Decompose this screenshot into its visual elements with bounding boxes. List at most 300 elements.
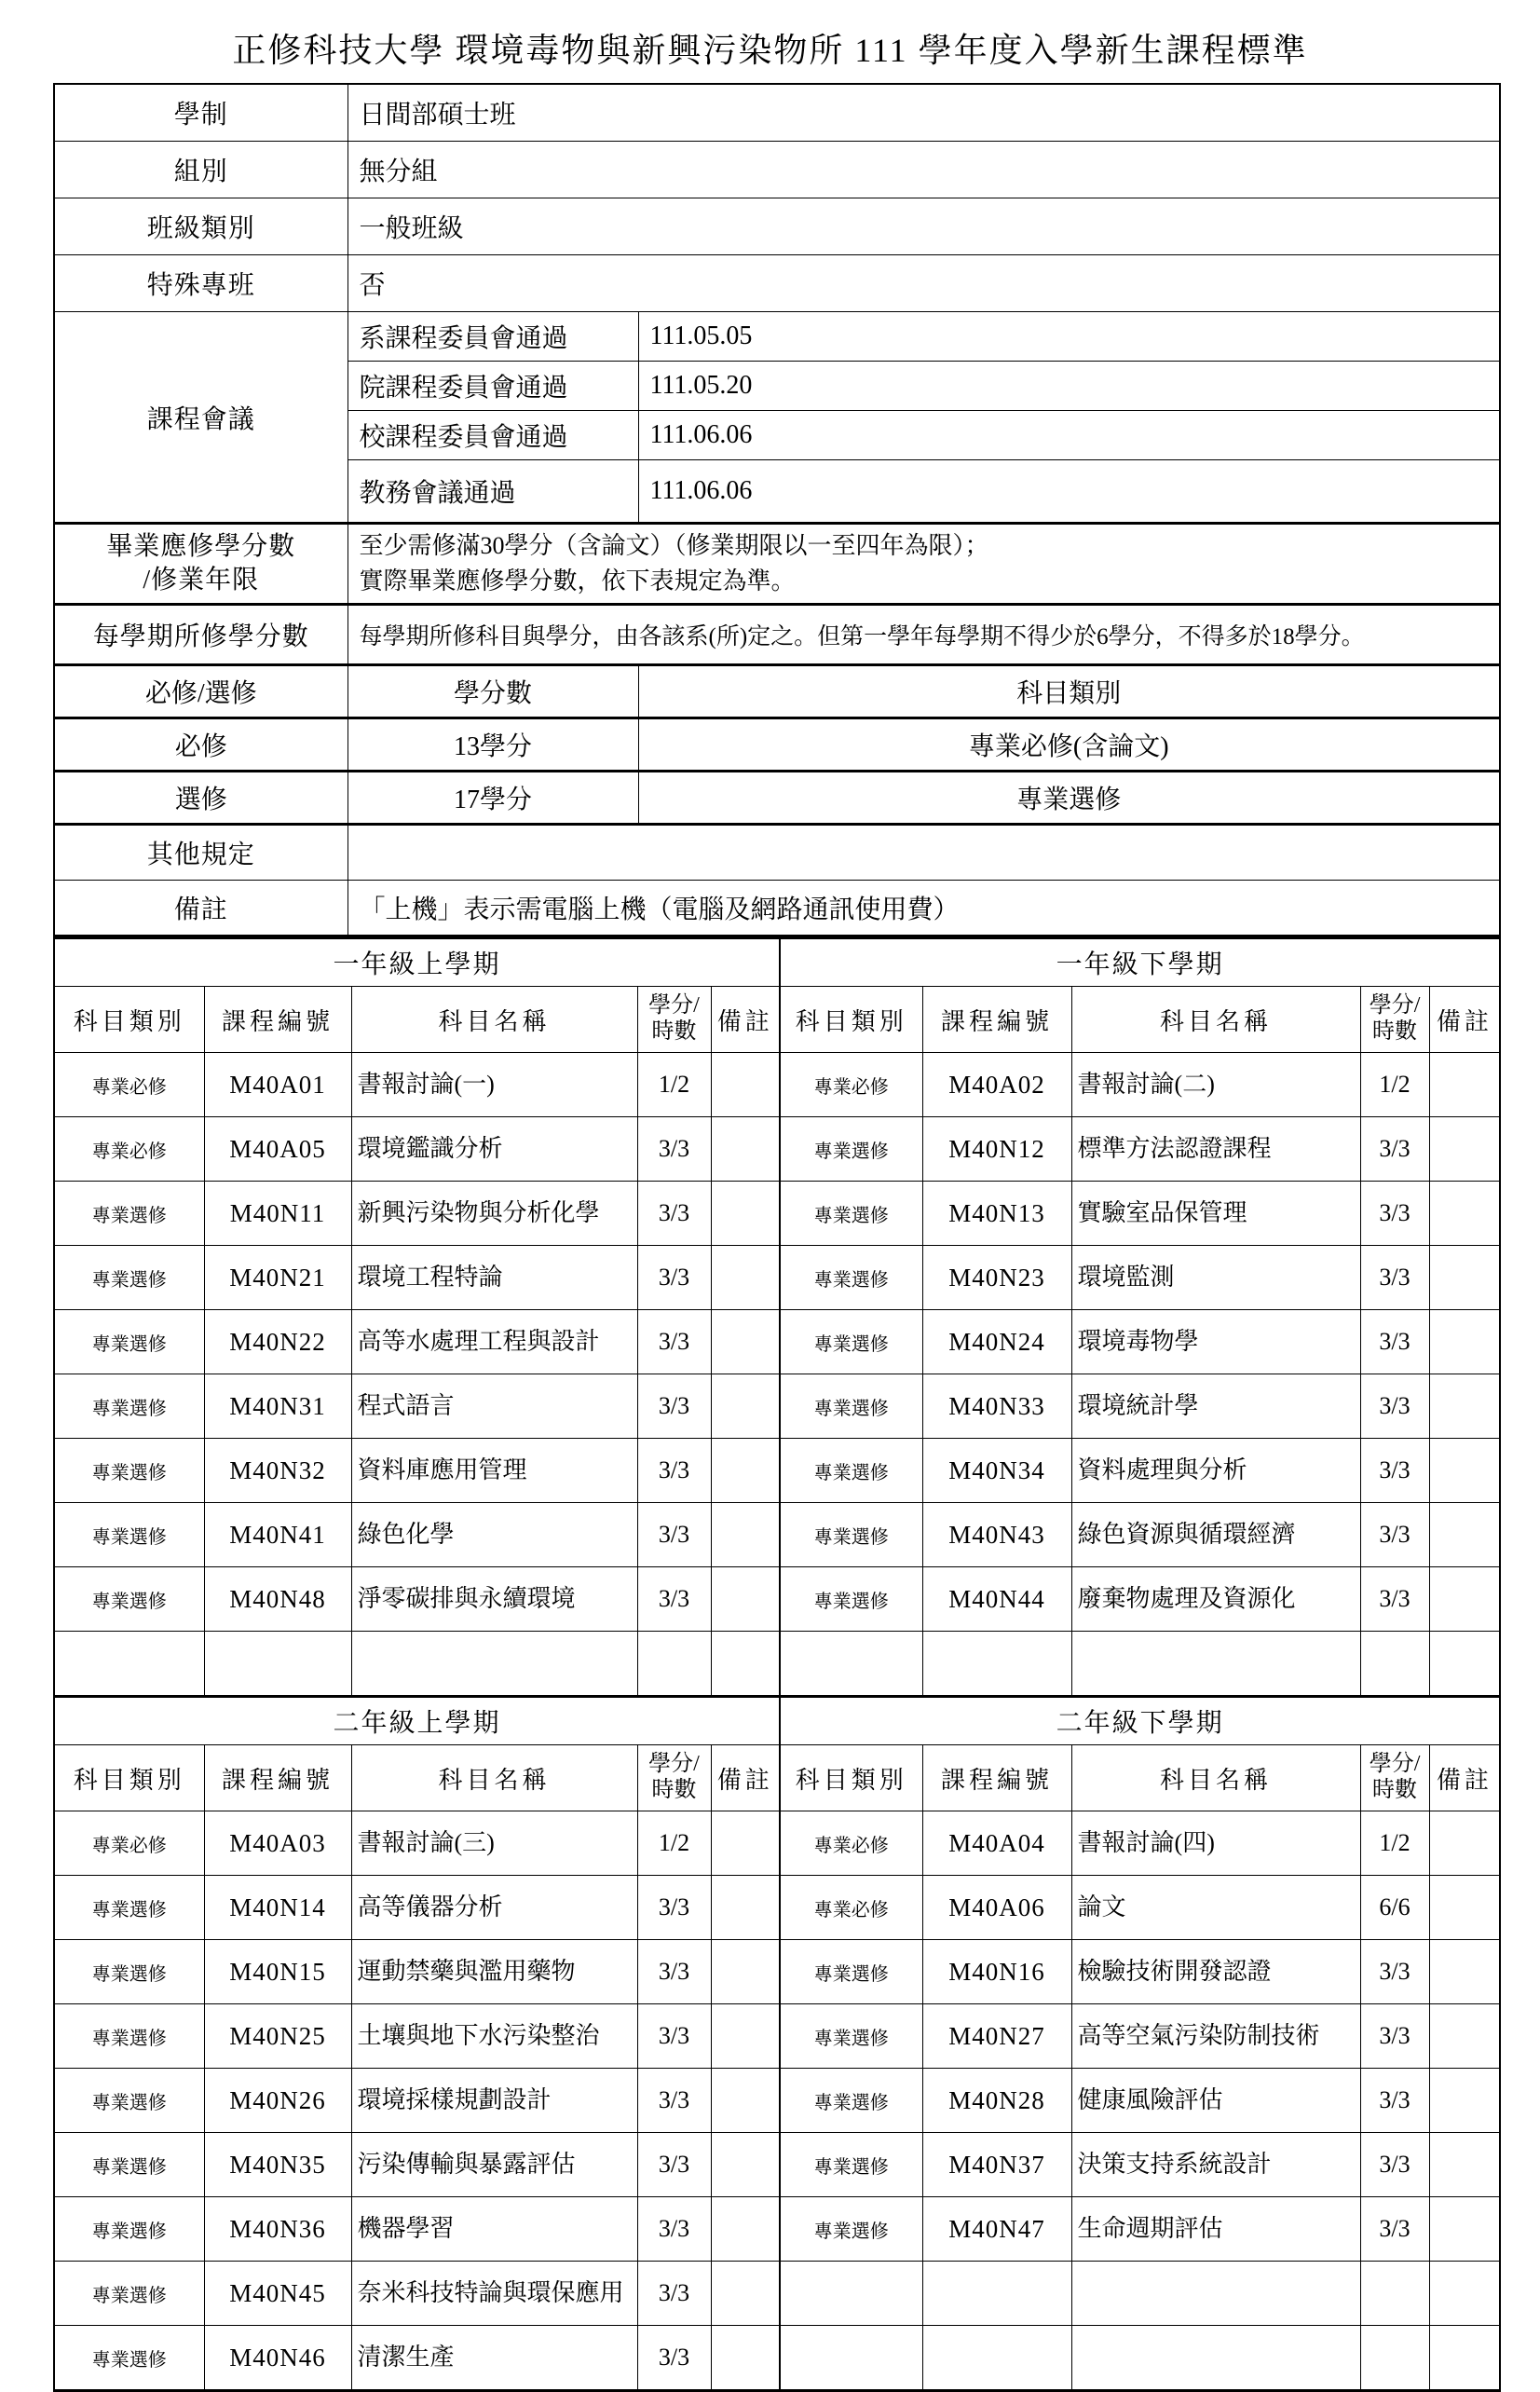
course-name [1071, 1632, 1360, 1697]
course-code: M40N34 [922, 1439, 1071, 1503]
course-row [54, 1632, 1500, 1697]
course-code: M40A03 [204, 1811, 351, 1876]
course-code: M40N46 [204, 2326, 351, 2391]
required-label: 必修 [54, 718, 348, 772]
row-other-rules [54, 825, 1500, 881]
course-row [54, 1876, 1500, 1940]
header-course-name: 科目名稱 [1071, 987, 1360, 1053]
course-note [711, 1632, 780, 1697]
year2-fall-title: 二年級上學期 [54, 1697, 780, 1745]
course-note [711, 1811, 780, 1876]
page-title: 正修科技大學 環境毒物與新興污染物所 111 學年度入學新生課程標準 [232, 32, 1308, 69]
header-credit-hours [637, 987, 711, 1053]
course-credit-hours: 3/3 [1360, 2069, 1429, 2133]
course-category [780, 2262, 922, 2326]
year2-column-headers [54, 1745, 1500, 1811]
course-note [1429, 2133, 1500, 2197]
course-name: 新興污染物與分析化學 [351, 1182, 637, 1246]
course-credit-hours: 3/3 [637, 2133, 711, 2197]
course-name: 程式語言 [351, 1374, 637, 1439]
course-credit-hours: 3/3 [637, 1310, 711, 1374]
header-credit-line2: 時數 [1372, 1778, 1418, 1802]
course-code: M40A02 [922, 1053, 1071, 1117]
course-credit-hours: 3/3 [1360, 1374, 1429, 1439]
elective-type: 專業選修 [638, 772, 1500, 825]
year1-fall-title: 一年級上學期 [54, 938, 780, 987]
course-note [711, 1310, 780, 1374]
course-category [54, 1632, 204, 1697]
row-per-term-credits [54, 605, 1500, 665]
course-code: M40A05 [204, 1117, 351, 1182]
course-code: M40A06 [922, 1876, 1071, 1940]
course-code: M40N44 [922, 1567, 1071, 1632]
course-code: M40N32 [204, 1439, 351, 1503]
course-category: 專業選修 [780, 1374, 922, 1439]
header-credit-line1: 學分/ [648, 1752, 700, 1777]
course-name: 環境監測 [1071, 1246, 1360, 1310]
course-note [1429, 2326, 1500, 2391]
course-name: 土壤與地下水污染整治 [351, 2004, 637, 2069]
course-row [54, 2197, 1500, 2262]
graduation-credits-value-line1: 至少需修滿30學分（含論文）（修業期限以一至四年為限）； [359, 532, 989, 560]
header-course-name: 科目名稱 [1071, 1745, 1360, 1811]
course-code: M40N23 [922, 1246, 1071, 1310]
row-required-elective-header [54, 665, 1500, 718]
course-note [1429, 1503, 1500, 1567]
course-note [1429, 1053, 1500, 1117]
course-name: 環境工程特論 [351, 1246, 637, 1310]
course-category: 專業選修 [54, 2326, 204, 2391]
school-system-label: 學制 [54, 84, 348, 142]
course-code [922, 2262, 1071, 2326]
course-category: 專業選修 [54, 1876, 204, 1940]
row-group [54, 142, 1500, 198]
remark-label: 備註 [54, 881, 348, 936]
course-category: 專業選修 [54, 2069, 204, 2133]
header-credit-line1: 學分/ [1369, 1752, 1421, 1777]
course-note [1429, 1182, 1500, 1246]
course-note [711, 1940, 780, 2004]
course-credit-hours: 3/3 [1360, 1117, 1429, 1182]
course-category: 專業選修 [780, 2133, 922, 2197]
course-code: M40N12 [922, 1117, 1071, 1182]
course-note [1429, 1811, 1500, 1876]
course-name: 高等儀器分析 [351, 1876, 637, 1940]
course-credit-hours: 3/3 [637, 1503, 711, 1567]
year1-column-headers [54, 987, 1500, 1053]
course-code: M40N25 [204, 2004, 351, 2069]
course-name: 高等空氣污染防制技術 [1071, 2004, 1360, 2069]
graduation-credits-value-line2: 實際畢業應修學分數，依下表規定為準。 [359, 567, 796, 595]
course-row [54, 1940, 1500, 2004]
header-credit-hours [1360, 1745, 1429, 1811]
course-credit-hours: 3/3 [637, 1117, 711, 1182]
course-credit-hours: 1/2 [1360, 1053, 1429, 1117]
course-category: 專業選修 [780, 2004, 922, 2069]
row-school-system [54, 84, 1500, 142]
header-course-name: 科目名稱 [351, 987, 637, 1053]
course-credit-hours: 3/3 [637, 2197, 711, 2262]
header-course-code: 課程編號 [204, 1745, 351, 1811]
year2-spring-title: 二年級下學期 [780, 1697, 1500, 1745]
header-course-name: 科目名稱 [351, 1745, 637, 1811]
course-credit-hours: 3/3 [637, 1567, 711, 1632]
header-credit-line2: 時數 [651, 1778, 697, 1802]
course-name: 實驗室品保管理 [1071, 1182, 1360, 1246]
course-note [1429, 2197, 1500, 2262]
course-code: M40N47 [922, 2197, 1071, 2262]
course-code: M40N21 [204, 1246, 351, 1310]
course-name: 綠色化學 [351, 1503, 637, 1567]
course-name: 資料處理與分析 [1071, 1439, 1360, 1503]
course-name: 標準方法認證課程 [1071, 1117, 1360, 1182]
course-note [1429, 2262, 1500, 2326]
year1-spring-title: 一年級下學期 [780, 938, 1500, 987]
course-row [54, 2262, 1500, 2326]
header-category: 科目類別 [54, 987, 204, 1053]
row-special-program [54, 255, 1500, 312]
course-credit-hours: 3/3 [1360, 1940, 1429, 2004]
course-name: 污染傳輸與暴露評估 [351, 2133, 637, 2197]
course-category: 專業選修 [780, 1567, 922, 1632]
course-note [1429, 1310, 1500, 1374]
header-credit-line2: 時數 [1372, 1019, 1418, 1044]
header-category: 科目類別 [780, 987, 922, 1053]
course-name [1071, 2326, 1360, 2391]
meeting-university-name: 校課程委員會通過 [348, 411, 638, 460]
course-credit-hours: 6/6 [1360, 1876, 1429, 1940]
course-name: 環境統計學 [1071, 1374, 1360, 1439]
course-name: 論文 [1071, 1876, 1360, 1940]
info-table [53, 83, 1501, 936]
course-credit-hours: 3/3 [637, 1374, 711, 1439]
course-name: 清潔生產 [351, 2326, 637, 2391]
course-table [53, 936, 1501, 2392]
course-row [54, 2326, 1500, 2391]
course-note [711, 1876, 780, 1940]
group-label: 組別 [54, 142, 348, 198]
course-credit-hours: 3/3 [1360, 1310, 1429, 1374]
course-category: 專業選修 [54, 1567, 204, 1632]
group-value: 無分組 [348, 142, 1500, 198]
row-meeting-dept [54, 312, 1500, 362]
header-note: 備註 [711, 1745, 780, 1811]
meeting-college-name: 院課程委員會通過 [348, 362, 638, 411]
course-row [54, 1053, 1500, 1117]
course-note [711, 1246, 780, 1310]
row-graduation-credits [54, 524, 1500, 605]
course-code: M40N24 [922, 1310, 1071, 1374]
course-credit-hours: 3/3 [1360, 1182, 1429, 1246]
course-code: M40N31 [204, 1374, 351, 1439]
course-name: 綠色資源與循環經濟 [1071, 1503, 1360, 1567]
special-program-label: 特殊專班 [54, 255, 348, 312]
course-credit-hours [1360, 1632, 1429, 1697]
header-course-code: 課程編號 [922, 987, 1071, 1053]
subject-type-header: 科目類別 [638, 665, 1500, 718]
course-code [922, 1632, 1071, 1697]
per-term-credits-label: 每學期所修學分數 [54, 605, 348, 665]
header-category: 科目類別 [780, 1745, 922, 1811]
school-system-value: 日間部碩士班 [348, 84, 1500, 142]
course-row [54, 2133, 1500, 2197]
header-credit-hours [637, 1745, 711, 1811]
header-note: 備註 [711, 987, 780, 1053]
course-credit-hours: 3/3 [637, 1940, 711, 2004]
course-credit-hours: 3/3 [1360, 1567, 1429, 1632]
course-category: 專業選修 [54, 1503, 204, 1567]
course-code: M40N14 [204, 1876, 351, 1940]
course-name: 書報討論(三) [351, 1811, 637, 1876]
course-note [1429, 2004, 1500, 2069]
course-code: M40N41 [204, 1503, 351, 1567]
course-row [54, 1439, 1500, 1503]
graduation-credits-label-line1: 畢業應修學分數 [106, 531, 296, 561]
course-credit-hours: 3/3 [637, 1246, 711, 1310]
course-note [711, 2326, 780, 2391]
course-code: M40N36 [204, 2197, 351, 2262]
course-category: 專業選修 [54, 1246, 204, 1310]
meeting-university-date: 111.06.06 [638, 411, 1500, 460]
course-credit-hours: 3/3 [1360, 2133, 1429, 2197]
course-credit-hours: 3/3 [1360, 2004, 1429, 2069]
course-credit-hours: 3/3 [637, 1876, 711, 1940]
course-credit-hours [1360, 2262, 1429, 2326]
course-code: M40N16 [922, 1940, 1071, 2004]
other-rules-value [348, 825, 1500, 881]
course-name [351, 1632, 637, 1697]
row-remark [54, 881, 1500, 936]
course-row [54, 1567, 1500, 1632]
year2-semester-titles [54, 1697, 1500, 1745]
course-category: 專業選修 [54, 1940, 204, 2004]
course-name: 淨零碳排與永續環境 [351, 1567, 637, 1632]
graduation-credits-value [348, 524, 1500, 605]
course-note [711, 2004, 780, 2069]
course-category: 專業選修 [780, 2197, 922, 2262]
course-note [1429, 1439, 1500, 1503]
meeting-college-date: 111.05.20 [638, 362, 1500, 411]
course-note [711, 2069, 780, 2133]
course-code: M40N28 [922, 2069, 1071, 2133]
special-program-value: 否 [348, 255, 1500, 312]
course-category: 專業必修 [54, 1053, 204, 1117]
course-name: 奈米科技特論與環保應用 [351, 2262, 637, 2326]
header-note: 備註 [1429, 1745, 1500, 1811]
header-course-code: 課程編號 [204, 987, 351, 1053]
course-name: 廢棄物處理及資源化 [1071, 1567, 1360, 1632]
course-code: M40N33 [922, 1374, 1071, 1439]
course-note [1429, 2069, 1500, 2133]
course-row [54, 2004, 1500, 2069]
course-credit-hours: 3/3 [637, 1182, 711, 1246]
course-note [711, 1182, 780, 1246]
course-code: M40N11 [204, 1182, 351, 1246]
course-row [54, 1503, 1500, 1567]
course-code [922, 2326, 1071, 2391]
course-category: 專業選修 [780, 1182, 922, 1246]
course-category: 專業選修 [54, 1439, 204, 1503]
course-code: M40A01 [204, 1053, 351, 1117]
required-credits: 13學分 [348, 718, 638, 772]
course-category: 專業必修 [780, 1876, 922, 1940]
course-credit-hours: 3/3 [1360, 1439, 1429, 1503]
course-name: 書報討論(四) [1071, 1811, 1360, 1876]
class-type-label: 班級類別 [54, 198, 348, 255]
remark-value: 「上機」表示需電腦上機（電腦及網路通訊使用費） [348, 881, 1500, 936]
course-credit-hours: 3/3 [637, 2004, 711, 2069]
course-credit-hours: 3/3 [637, 2326, 711, 2391]
course-note [711, 2262, 780, 2326]
course-category: 專業選修 [54, 2262, 204, 2326]
course-category [780, 1632, 922, 1697]
course-name: 運動禁藥與濫用藥物 [351, 1940, 637, 2004]
course-category: 專業必修 [54, 1811, 204, 1876]
course-code: M40N27 [922, 2004, 1071, 2069]
header-category: 科目類別 [54, 1745, 204, 1811]
row-class-type [54, 198, 1500, 255]
course-note [1429, 1567, 1500, 1632]
course-credit-hours [637, 1632, 711, 1697]
header-note: 備註 [1429, 987, 1500, 1053]
course-credit-hours: 3/3 [1360, 1246, 1429, 1310]
credit-count-header: 學分數 [348, 665, 638, 718]
course-category: 專業選修 [780, 1439, 922, 1503]
course-row [54, 1374, 1500, 1439]
course-credit-hours: 3/3 [637, 1439, 711, 1503]
course-category: 專業必修 [780, 1811, 922, 1876]
year2-rows [54, 1811, 1500, 2391]
course-code: M40N45 [204, 2262, 351, 2326]
course-note [711, 1117, 780, 1182]
course-category: 專業必修 [54, 1117, 204, 1182]
header-course-code: 課程編號 [922, 1745, 1071, 1811]
required-type: 專業必修(含論文) [638, 718, 1500, 772]
course-row [54, 1811, 1500, 1876]
other-rules-label: 其他規定 [54, 825, 348, 881]
header-credit-hours [1360, 987, 1429, 1053]
course-name: 生命週期評估 [1071, 2197, 1360, 2262]
course-code: M40N13 [922, 1182, 1071, 1246]
course-name: 環境鑑識分析 [351, 1117, 637, 1182]
course-category: 專業選修 [54, 2197, 204, 2262]
course-category: 專業選修 [54, 1374, 204, 1439]
course-name: 書報討論(一) [351, 1053, 637, 1117]
course-name: 決策支持系統設計 [1071, 2133, 1360, 2197]
course-row [54, 1117, 1500, 1182]
course-code: M40N43 [922, 1503, 1071, 1567]
course-credit-hours: 1/2 [1360, 1811, 1429, 1876]
course-code [204, 1632, 351, 1697]
course-note [711, 1439, 780, 1503]
course-category: 專業選修 [780, 1246, 922, 1310]
course-credit-hours: 3/3 [637, 2069, 711, 2133]
course-category: 專業選修 [54, 2004, 204, 2069]
header-credit-line2: 時數 [651, 1019, 697, 1044]
course-note [1429, 1374, 1500, 1439]
course-category: 專業選修 [780, 1940, 922, 2004]
course-row [54, 1246, 1500, 1310]
course-note [1429, 1117, 1500, 1182]
required-elective-header: 必修/選修 [54, 665, 348, 718]
course-note [1429, 1940, 1500, 2004]
elective-label: 選修 [54, 772, 348, 825]
elective-credits: 17學分 [348, 772, 638, 825]
course-code: M40N22 [204, 1310, 351, 1374]
header-credit-line1: 學分/ [648, 993, 700, 1018]
meeting-academic-name: 教務會議通過 [348, 460, 638, 524]
course-name: 資料庫應用管理 [351, 1439, 637, 1503]
course-code: M40N37 [922, 2133, 1071, 2197]
course-row [54, 1310, 1500, 1374]
course-note [711, 1374, 780, 1439]
course-row [54, 2069, 1500, 2133]
row-required [54, 718, 1500, 772]
course-category [780, 2326, 922, 2391]
course-note [1429, 1876, 1500, 1940]
course-note [1429, 1246, 1500, 1310]
course-credit-hours: 3/3 [637, 2262, 711, 2326]
meeting-academic-date: 111.06.06 [638, 460, 1500, 524]
year1-rows [54, 1053, 1500, 1697]
course-credit-hours: 1/2 [637, 1053, 711, 1117]
graduation-credits-label-line2: /修業年限 [143, 566, 260, 595]
course-note [1429, 1632, 1500, 1697]
meeting-label: 課程會議 [54, 312, 348, 524]
course-code: M40N48 [204, 1567, 351, 1632]
course-category: 專業選修 [54, 1310, 204, 1374]
course-row [54, 1182, 1500, 1246]
course-category: 專業必修 [780, 1053, 922, 1117]
course-category: 專業選修 [780, 1310, 922, 1374]
course-name: 檢驗技術開發認證 [1071, 1940, 1360, 2004]
row-elective [54, 772, 1500, 825]
course-name: 環境採樣規劃設計 [351, 2069, 637, 2133]
course-note [711, 1567, 780, 1632]
course-name: 書報討論(二) [1071, 1053, 1360, 1117]
course-name: 高等水處理工程與設計 [351, 1310, 637, 1374]
course-code: M40A04 [922, 1811, 1071, 1876]
meeting-dept-date: 111.05.05 [638, 312, 1500, 362]
course-note [711, 1503, 780, 1567]
course-credit-hours: 1/2 [637, 1811, 711, 1876]
meeting-dept-name: 系課程委員會通過 [348, 312, 638, 362]
course-category: 專業選修 [54, 2133, 204, 2197]
course-credit-hours: 3/3 [1360, 1503, 1429, 1567]
course-note [711, 1053, 780, 1117]
course-code: M40N26 [204, 2069, 351, 2133]
per-term-credits-value: 每學期所修科目與學分，由各該系(所)定之。但第一學年每學期不得少於6學分，不得多於18學分。 [348, 605, 1500, 665]
course-name: 健康風險評估 [1071, 2069, 1360, 2133]
course-note [711, 2133, 780, 2197]
class-type-value: 一般班級 [348, 198, 1500, 255]
course-credit-hours [1360, 2326, 1429, 2391]
graduation-credits-label [54, 524, 348, 605]
course-code: M40N15 [204, 1940, 351, 2004]
course-name: 機器學習 [351, 2197, 637, 2262]
course-category: 專業選修 [54, 1182, 204, 1246]
course-code: M40N35 [204, 2133, 351, 2197]
course-name: 環境毒物學 [1071, 1310, 1360, 1374]
course-category: 專業選修 [780, 1503, 922, 1567]
course-note [711, 2197, 780, 2262]
course-category: 專業選修 [780, 2069, 922, 2133]
course-name [1071, 2262, 1360, 2326]
header-credit-line1: 學分/ [1369, 993, 1421, 1018]
course-category: 專業選修 [780, 1117, 922, 1182]
year1-semester-titles [54, 938, 1500, 987]
course-credit-hours: 3/3 [1360, 2197, 1429, 2262]
